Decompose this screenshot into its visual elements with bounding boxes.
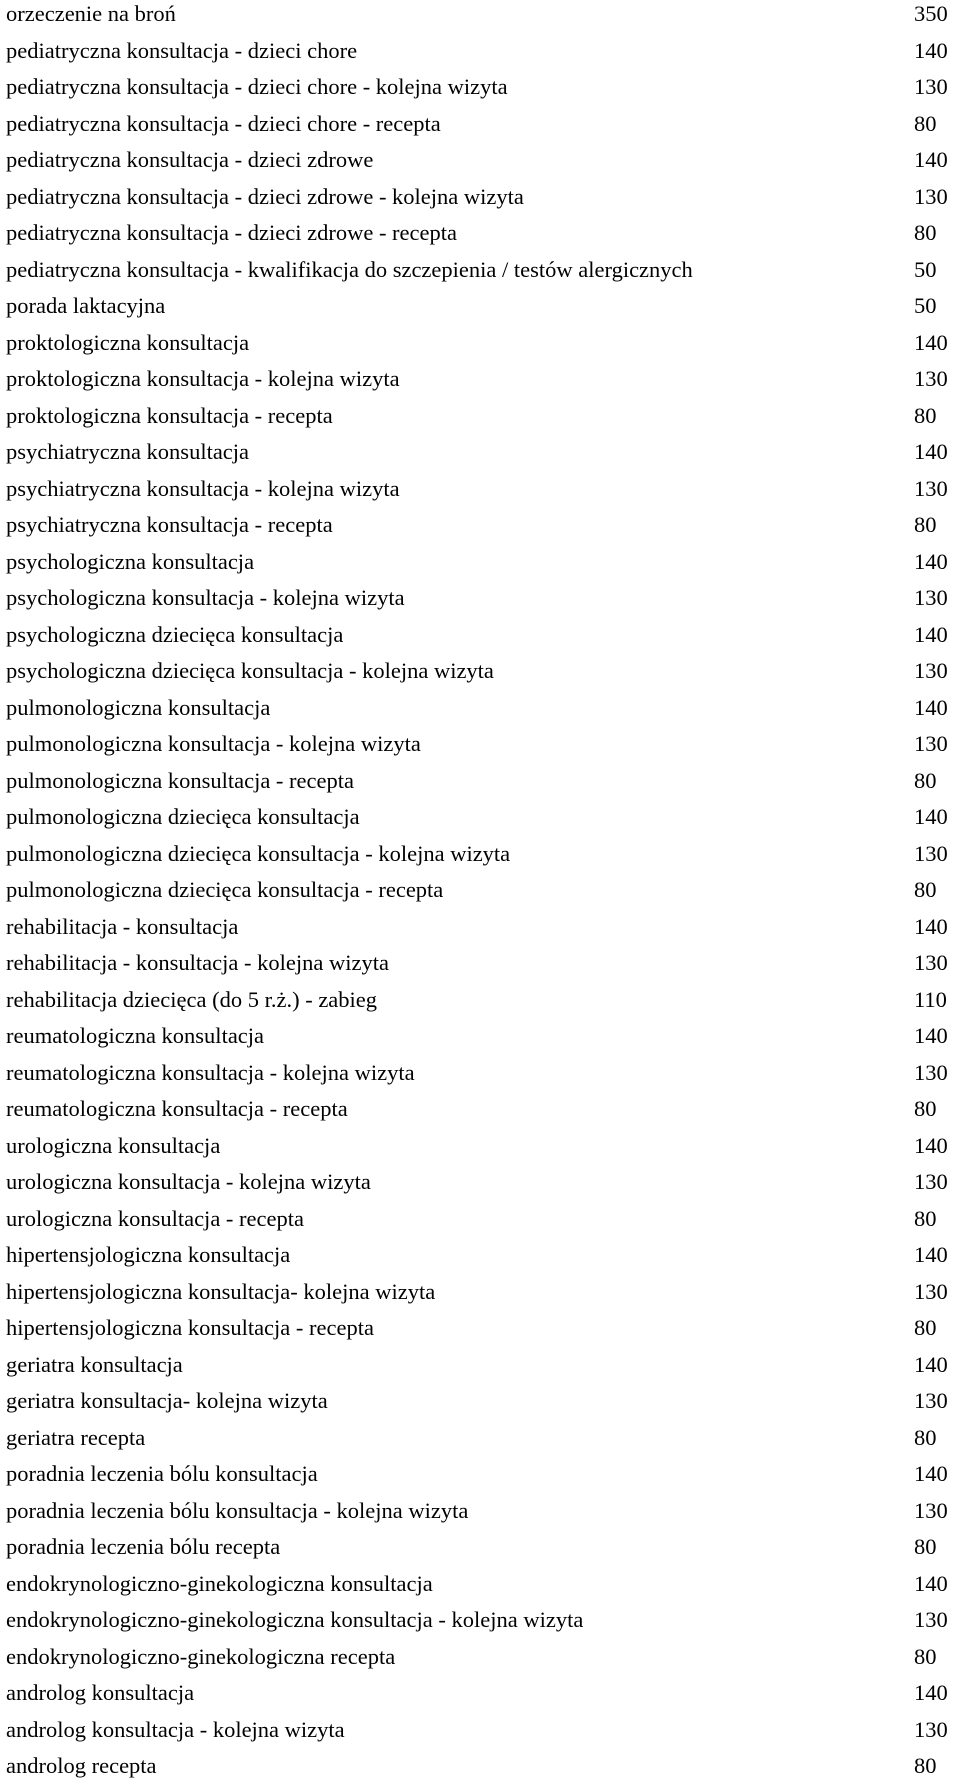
service-name: pulmonologiczna konsultacja - kolejna wizyta	[6, 731, 421, 756]
service-name: psychiatryczna konsultacja	[6, 439, 250, 464]
service-name: geriatra konsultacja- kolejna wizyta	[6, 1388, 328, 1413]
table-row	[0, 1022, 960, 1059]
service-name: proktologiczna konsultacja - kolejna wizyta	[6, 366, 400, 391]
table-row	[0, 511, 960, 548]
service-price: 140	[914, 1242, 948, 1267]
service-price: 50	[914, 256, 937, 282]
service-price: 140	[914, 621, 948, 647]
service-price: 140	[914, 694, 948, 720]
service-price: 130	[914, 950, 948, 975]
table-row	[0, 1387, 960, 1424]
service-name: reumatologiczna konsultacja - recepta	[6, 1096, 348, 1121]
service-name: pediatryczna konsultacja - dzieci chore - recepta	[6, 110, 441, 136]
service-price: 130	[914, 74, 948, 99]
table-row	[0, 475, 960, 512]
service-name: rehabilitacja dziecięca (do 5 r.ż.) - zabieg	[6, 986, 378, 1012]
service-name: pediatryczna konsultacja - dzieci zdrowe - recepta	[6, 220, 457, 245]
service-name: rehabilitacja - konsultacja - kolejna wizyta	[6, 950, 389, 975]
service-name: reumatologiczna konsultacja - kolejna wizyta	[6, 1059, 415, 1085]
service-name: reumatologiczna konsultacja	[6, 1023, 265, 1048]
table-row	[0, 1460, 960, 1497]
service-price: 80	[914, 1096, 937, 1121]
table-row	[0, 256, 960, 293]
service-price: 80	[914, 767, 937, 793]
service-price: 80	[914, 1643, 937, 1669]
service-price: 80	[914, 877, 937, 902]
service-price: 140	[914, 1461, 948, 1486]
table-row	[0, 1168, 960, 1205]
table-row	[0, 1570, 960, 1607]
service-price: 80	[914, 1424, 937, 1450]
service-price: 80	[914, 1753, 937, 1778]
service-price: 80	[914, 1315, 937, 1340]
service-price: 110	[914, 986, 947, 1012]
service-price: 50	[914, 293, 937, 318]
service-name: androlog konsultacja - kolejna wizyta	[6, 1716, 345, 1742]
table-row	[0, 803, 960, 840]
service-price: 80	[914, 110, 937, 136]
table-row	[0, 1533, 960, 1570]
service-price: 140	[914, 1351, 948, 1377]
service-name: poradnia leczenia bólu konsultacja	[6, 1461, 318, 1486]
service-name: androlog konsultacja	[6, 1680, 195, 1705]
table-row	[0, 913, 960, 950]
service-name: urologiczna konsultacja - recepta	[6, 1205, 304, 1231]
service-price: 140	[914, 804, 948, 829]
service-price: 140	[914, 37, 948, 63]
table-row	[0, 657, 960, 694]
table-row	[0, 730, 960, 767]
table-row	[0, 1241, 960, 1278]
service-name: psychologiczna konsultacja - kolejna wizyta	[6, 585, 405, 610]
service-name: pulmonologiczna dziecięca konsultacja	[6, 804, 360, 829]
service-price: 130	[914, 1497, 948, 1523]
table-row	[0, 1314, 960, 1351]
service-price: 80	[914, 220, 937, 245]
service-name: pulmonologiczna dziecięca konsultacja - kolejna wizyta	[6, 840, 511, 866]
service-name: pediatryczna konsultacja - kwalifikacja do szczepienia / testów alergicznych	[6, 256, 693, 282]
service-price: 130	[914, 585, 948, 610]
service-name: endokrynologiczno-ginekologiczna recepta	[6, 1643, 396, 1669]
service-name: androlog recepta	[6, 1753, 157, 1778]
table-row	[0, 1095, 960, 1132]
table-row	[0, 548, 960, 585]
service-price: 130	[914, 366, 948, 391]
table-row	[0, 1497, 960, 1534]
table-row	[0, 621, 960, 658]
service-name: pediatryczna konsultacja - dzieci zdrowe	[6, 147, 374, 172]
service-price: 130	[914, 1716, 948, 1742]
service-name: geriatra recepta	[6, 1424, 146, 1450]
table-row	[0, 146, 960, 183]
service-price: 140	[914, 548, 948, 574]
service-price: 350	[914, 1, 948, 26]
service-price: 140	[914, 329, 948, 355]
service-name: pulmonologiczna dziecięca konsultacja - recepta	[6, 877, 444, 902]
table-row	[0, 1059, 960, 1096]
service-price: 140	[914, 1132, 948, 1158]
table-row	[0, 1606, 960, 1643]
service-name: pediatryczna konsultacja - dzieci chore	[6, 37, 358, 63]
table-row	[0, 292, 960, 329]
service-price: 130	[914, 731, 948, 756]
service-price: 140	[914, 439, 948, 464]
service-name: orzeczenie na broń	[6, 1, 176, 26]
service-price: 130	[914, 183, 948, 209]
service-name: endokrynologiczno-ginekologiczna konsultacja	[6, 1570, 433, 1596]
table-row	[0, 767, 960, 804]
service-price: 130	[914, 1607, 948, 1632]
service-name: rehabilitacja - konsultacja	[6, 913, 239, 939]
service-name: geriatra konsultacja	[6, 1351, 183, 1377]
table-row	[0, 1351, 960, 1388]
service-price: 130	[914, 1059, 948, 1085]
service-price: 130	[914, 658, 948, 683]
table-row	[0, 0, 960, 37]
service-name: psychologiczna dziecięca konsultacja - kolejna wizyta	[6, 658, 494, 683]
service-price: 140	[914, 1570, 948, 1596]
table-row	[0, 1205, 960, 1242]
service-name: urologiczna konsultacja - kolejna wizyta	[6, 1169, 371, 1194]
service-price: 80	[914, 1534, 937, 1559]
service-name: poradnia leczenia bólu konsultacja - kolejna wizyta	[6, 1497, 469, 1523]
table-row	[0, 183, 960, 220]
service-price: 130	[914, 475, 948, 501]
table-row	[0, 438, 960, 475]
table-row	[0, 73, 960, 110]
table-row	[0, 876, 960, 913]
service-name: pediatryczna konsultacja - dzieci chore - kolejna wizyta	[6, 74, 508, 99]
service-price: 140	[914, 1680, 948, 1705]
service-price: 80	[914, 1205, 937, 1231]
service-name: hipertensjologiczna konsultacja- kolejna wizyta	[6, 1278, 436, 1304]
service-price: 130	[914, 1388, 948, 1413]
table-row	[0, 329, 960, 366]
table-row	[0, 584, 960, 621]
table-row	[0, 1716, 960, 1753]
service-name: urologiczna konsultacja	[6, 1132, 221, 1158]
service-price: 130	[914, 840, 948, 866]
table-row	[0, 1424, 960, 1461]
service-price: 140	[914, 147, 948, 172]
service-price: 140	[914, 1023, 948, 1048]
table-row	[0, 1278, 960, 1315]
service-price: 130	[914, 1278, 948, 1304]
service-name: proktologiczna konsultacja	[6, 329, 250, 355]
service-name: hipertensjologiczna konsultacja	[6, 1242, 291, 1267]
service-price: 140	[914, 913, 948, 939]
table-row	[0, 365, 960, 402]
table-row	[0, 949, 960, 986]
table-row	[0, 694, 960, 731]
table-row	[0, 110, 960, 147]
table-row	[0, 219, 960, 256]
service-price: 130	[914, 1169, 948, 1194]
table-row	[0, 1643, 960, 1680]
service-name: endokrynologiczno-ginekologiczna konsultacja - kolejna wizyta	[6, 1607, 584, 1632]
service-name: psychiatryczna konsultacja - kolejna wizyta	[6, 475, 400, 501]
service-price: 80	[914, 402, 937, 428]
service-price: 80	[914, 512, 937, 537]
service-name: porada laktacyjna	[6, 293, 166, 318]
service-name: psychologiczna dziecięca konsultacja	[6, 621, 344, 647]
service-name: poradnia leczenia bólu recepta	[6, 1534, 281, 1559]
service-name: psychologiczna konsultacja	[6, 548, 255, 574]
table-row	[0, 402, 960, 439]
table-row	[0, 840, 960, 877]
table-row	[0, 1679, 960, 1716]
table-row	[0, 37, 960, 74]
table-row	[0, 986, 960, 1023]
table-row	[0, 1132, 960, 1169]
service-name: psychiatryczna konsultacja - recepta	[6, 512, 333, 537]
service-name: proktologiczna konsultacja - recepta	[6, 402, 333, 428]
table-row	[0, 1752, 960, 1789]
service-name: pediatryczna konsultacja - dzieci zdrowe - kolejna wizyta	[6, 183, 524, 209]
service-name: pulmonologiczna konsultacja - recepta	[6, 767, 354, 793]
service-name: pulmonologiczna konsultacja	[6, 694, 271, 720]
service-name: hipertensjologiczna konsultacja - recepta	[6, 1315, 374, 1340]
